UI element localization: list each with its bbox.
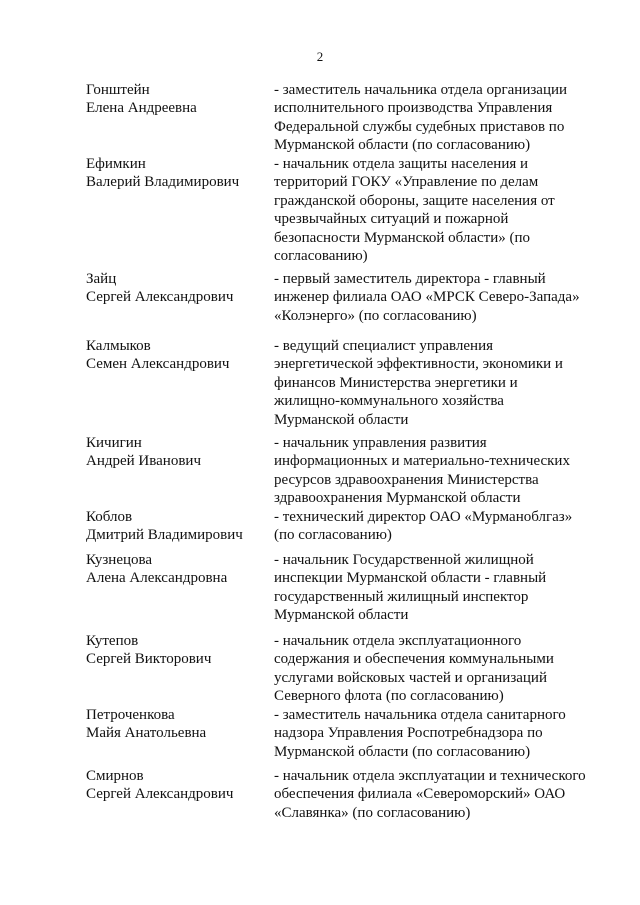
member-entry (0, 270, 640, 325)
member-surname: Ефимкин (86, 156, 146, 172)
member-role (274, 155, 609, 265)
role-line: Северного флота (по согласованию) (274, 688, 504, 705)
role-line: - первый заместитель директора - главный (274, 271, 546, 287)
member-surname: Гонштейн (86, 82, 150, 98)
role-line: - начальник отдела эксплуатации и технического (274, 768, 586, 784)
member-given-names: Семен Александрович (86, 356, 230, 373)
member-entry (0, 767, 640, 822)
member-entry (0, 155, 640, 265)
member-name (0, 767, 234, 822)
role-line: ресурсов здравоохранения Министерства (274, 471, 539, 488)
member-given-names: Андрей Иванович (86, 453, 201, 470)
member-surname: Смирнов (86, 768, 144, 784)
member-name (0, 632, 212, 706)
member-entry (0, 706, 640, 761)
member-role (274, 706, 609, 761)
role-line: согласованию) (274, 248, 368, 265)
member-surname: Кузнецова (86, 552, 153, 568)
role-line: чрезвычайных ситуаций и пожарной (274, 211, 509, 228)
member-role (274, 270, 609, 325)
member-name (0, 434, 201, 508)
role-line: Мурманской области (по согласованию) (274, 743, 531, 760)
role-line: здравоохранения Мурманской области (274, 490, 521, 507)
role-line: финансов Министерства энергетики и (274, 374, 518, 391)
member-surname: Коблов (86, 509, 133, 525)
member-given-names: Сергей Александрович (86, 786, 234, 803)
role-line: - заместитель начальника отдела санитарного (274, 707, 566, 723)
member-entry (0, 81, 640, 155)
member-given-names: Сергей Александрович (86, 289, 234, 306)
member-role (274, 434, 609, 508)
member-entry (0, 632, 640, 706)
role-line: - начальник Государственной жилищной (274, 552, 534, 568)
role-line: - начальник управления развития (274, 435, 487, 451)
member-surname: Кутепов (86, 633, 139, 649)
member-surname: Калмыков (86, 338, 151, 354)
member-name (0, 508, 243, 545)
role-line: - заместитель начальника отдела организации (274, 82, 568, 98)
role-line: безопасности Мурманской области» (по (274, 229, 531, 246)
role-line: содержания и обеспечения коммунальными (274, 651, 554, 668)
role-line: - начальник отдела защиты населения и (274, 156, 529, 172)
member-role (274, 508, 609, 545)
role-line: инженер филиала ОАО «МРСК Северо-Запада» (274, 289, 580, 306)
member-surname: Петроченкова (86, 707, 175, 723)
member-entry (0, 551, 640, 625)
member-surname: Зайц (86, 271, 117, 287)
role-line: территорий ГОКУ «Управление по делам (274, 174, 539, 191)
member-role (274, 767, 609, 822)
role-line: «Славянка» (по согласованию) (274, 804, 471, 821)
page-number: 2 (316, 49, 324, 64)
role-line: (по согласованию) (274, 527, 392, 544)
member-given-names: Валерий Владимирович (86, 174, 240, 191)
role-line: Мурманской области (по согласованию) (274, 137, 531, 154)
member-given-names: Дмитрий Владимирович (86, 527, 243, 544)
role-line: исполнительного производства Управления (274, 100, 553, 117)
member-name (0, 270, 234, 325)
member-entry (0, 337, 640, 429)
member-name (0, 551, 228, 625)
member-surname: Кичигин (86, 435, 142, 451)
role-line: инспекции Мурманской области - главный (274, 570, 547, 587)
member-role (274, 632, 609, 706)
member-entry (0, 434, 640, 508)
role-line: услугами войсковых частей и организаций (274, 669, 547, 686)
member-given-names: Сергей Викторович (86, 651, 212, 668)
role-line: надзора Управления Роспотребнадзора по (274, 725, 543, 742)
member-given-names: Елена Андреевна (86, 100, 197, 117)
role-line: Федеральной службы судебных приставов по (274, 118, 565, 135)
role-line: информационных и материально-технических (274, 453, 570, 470)
role-line: - начальник отдела эксплуатационного (274, 633, 522, 649)
role-line: - ведущий специалист управления (274, 338, 494, 354)
role-line: «Колэнерго» (по согласованию) (274, 307, 477, 324)
role-line: государственный жилищный инспектор (274, 588, 529, 605)
role-line: Мурманской области (274, 411, 409, 428)
role-line: Мурманской области (274, 607, 409, 624)
member-given-names: Майя Анатольевна (86, 725, 207, 742)
member-name (0, 155, 240, 265)
member-given-names: Алена Александровна (86, 570, 228, 587)
role-line: - технический директор ОАО «Мурманоблгаз» (274, 509, 573, 525)
member-role (274, 81, 609, 155)
role-line: гражданской обороны, защите населения от (274, 192, 555, 209)
member-name (0, 337, 230, 429)
role-line: энергетической эффективности, экономики и (274, 356, 563, 373)
member-role (274, 337, 609, 429)
member-name (0, 706, 207, 761)
role-line: жилищно-коммунального хозяйства (274, 393, 504, 410)
role-line: обеспечения филиала «Североморский» ОАО (274, 786, 566, 803)
member-entry (0, 508, 640, 545)
member-role (274, 551, 609, 625)
member-name (0, 81, 197, 155)
